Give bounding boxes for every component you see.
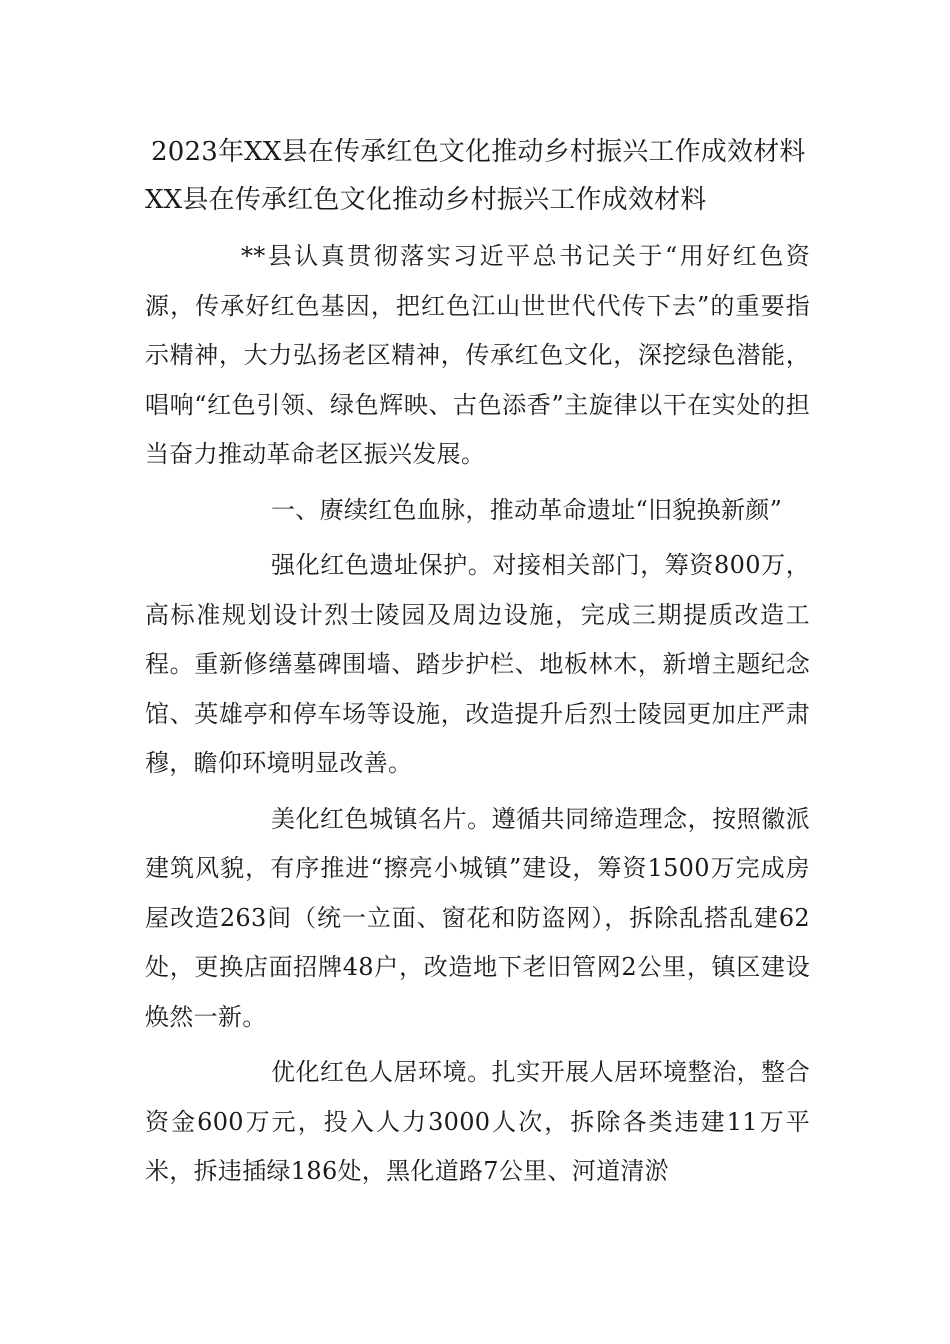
paragraph-red-town-card: 美化红色城镇名片。遵循共同缔造理念，按照徽派建筑风貌，有序推进“擦亮小城镇”建设，筹资1500万完成房屋改造263间（统一立面、窗花和防盗网），拆除乱搭乱建62处，更换店面招牌48户，改造地下老旧管网2公里，镇区建设焕然一新。: [145, 804, 810, 1031]
paragraph-red-site-protection: 强化红色遗址保护。对接相关部门，筹资800万，高标准规划设计烈士陵园及周边设施，完成三期提质改造工程。重新修缮墓碑围墙、踏步护栏、地板林木，新增主题纪念馆、英雄亭和停车场等设施，改造提升后烈士陵园更加庄严肃穆，瞻仰环境明显改善。: [145, 551, 810, 777]
document-title: 2023年XX县在传承红色文化推动乡村振兴工作成效材料: [151, 137, 806, 167]
document-body: [145, 128, 810, 1203]
paragraph-living-environment: 优化红色人居环境。扎实开展人居环境整治，整合资金600万元，投入人力3000人次，拆除各类违建11万平米，拆违插绿186处，黑化道路7公里、河道清淤: [145, 1058, 810, 1185]
intro-paragraph: **县认真贯彻落实习近平总书记关于“用好红色资源，传承好红色基因，把红色江山世世代代传下去”的重要指示精神，大力弘扬老区精神，传承红色文化，深挖绿色潜能，唱响“红色引领、绿色辉映、古色添香”主旋律以干在实处的担当奋力推动革命老区振兴发展。: [145, 242, 810, 468]
document-subtitle: XX县在传承红色文化推动乡村振兴工作成效材料: [145, 185, 707, 215]
section-heading-1: 一、赓续红色血脉，推动革命遗址“旧貌换新颜”: [271, 495, 783, 524]
